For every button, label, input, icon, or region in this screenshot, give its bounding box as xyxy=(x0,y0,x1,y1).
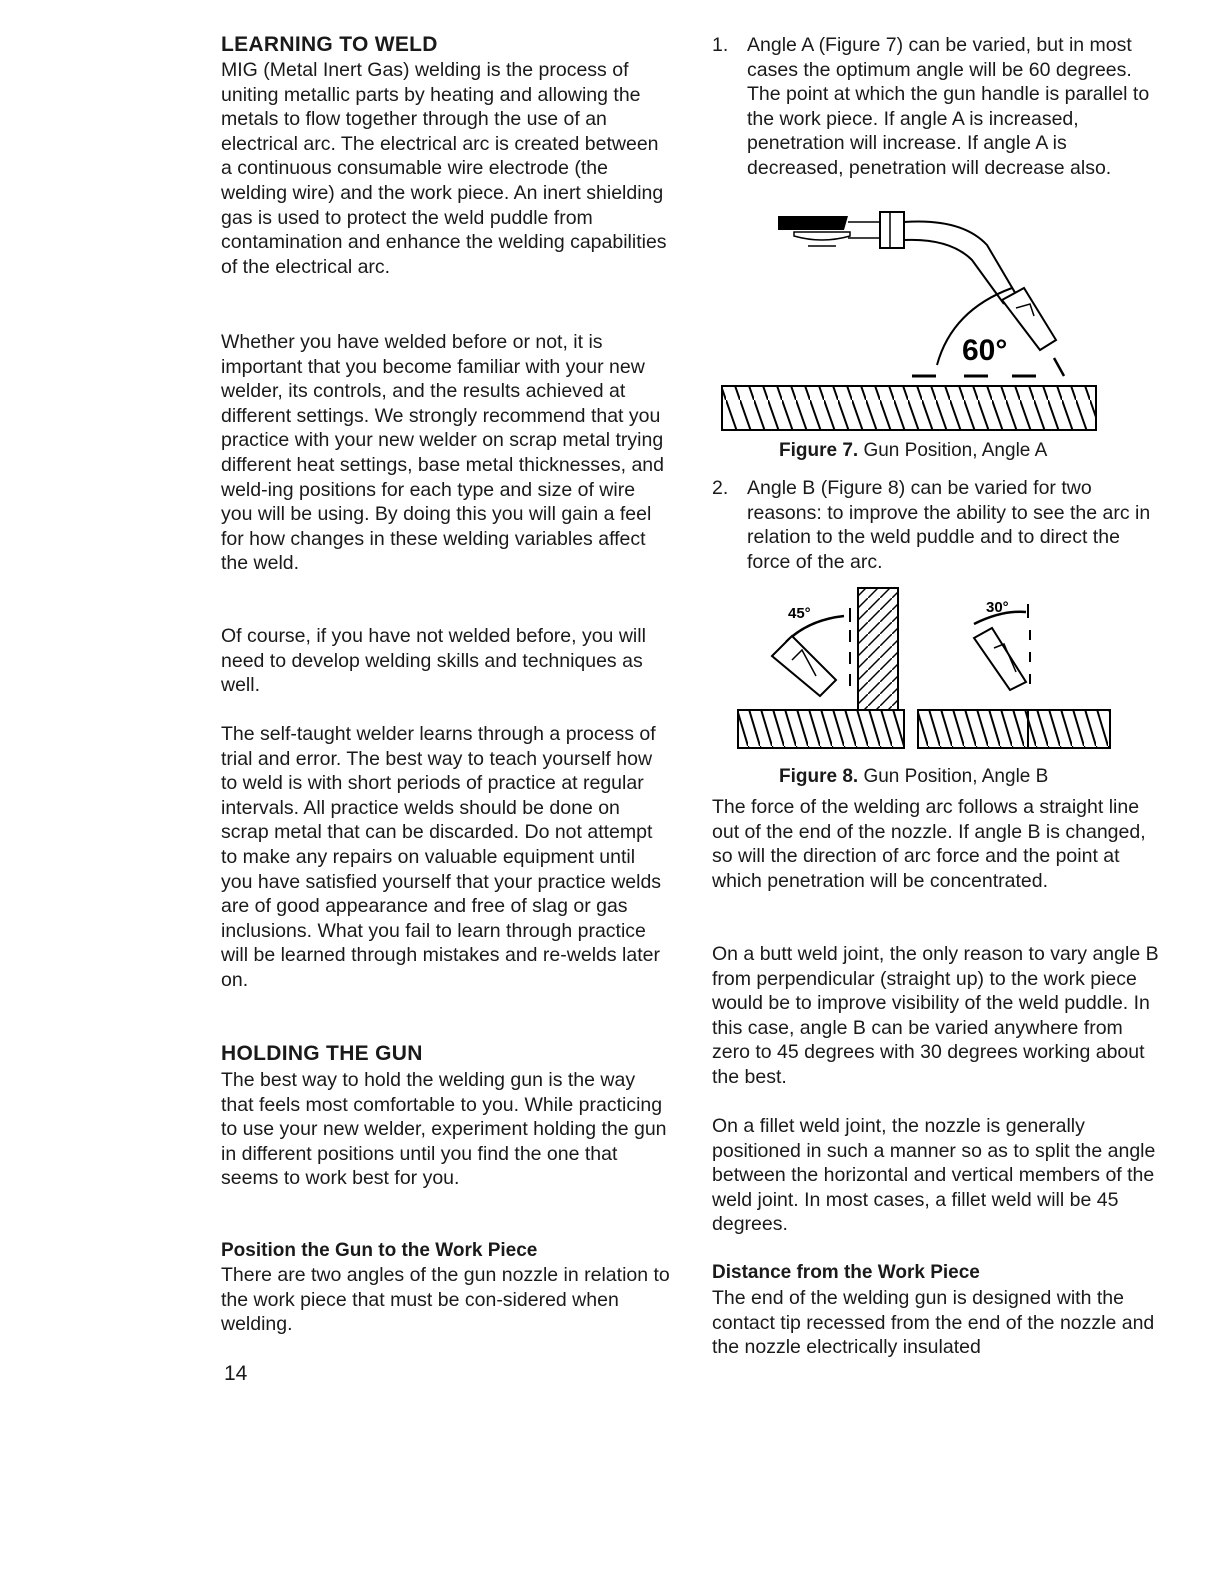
heading-holding-the-gun: HOLDING THE GUN xyxy=(221,1042,423,1065)
paragraph-whether: Whether you have welded before or not, it is important that you become familiar with your new welder, its controls, and the results achieved at different settings. We strongly recommend that you practice with your new welder on scrap metal trying different heat settings, base metal thicknesses, and weld-ing positions for each type and size of wire you will be using. By doing this you will gain a feel for how changes in these welding variables affect the weld. xyxy=(221,331,664,575)
base-plate-right-b xyxy=(1028,710,1110,748)
base-plate-left xyxy=(738,710,904,748)
angle-label-45: 45° xyxy=(788,605,811,622)
angle-label-30: 30° xyxy=(986,599,1009,616)
figure-7-label: Figure 7. xyxy=(779,440,859,461)
paragraph-self-taught: The self-taught welder learns through a process of trial and error. The best way to teach yourself how to weld is with short periods of practice at regular intervals. All practice welds should be done on scrap metal that can be discarded. Do not attempt to make any repairs on valuable equipment until you have satisfied yourself that your practice welds are of good appearance and free of slag or gas inclusions. What you fail to learn through practice will be learned through mistakes and re-welds later on. xyxy=(221,723,662,991)
list-number-1: 1. xyxy=(712,34,729,56)
paragraph-position: There are two angles of the gun nozzle in relation to the work piece that must be con-sidered when welding. xyxy=(221,1264,670,1336)
figure-8-caption xyxy=(779,766,1048,788)
paragraph-learning: MIG (Metal Inert Gas) welding is the process of uniting metallic parts by heating and allowing the metals to flow together through the use of an electrical arc. The electrical arc is created between a continuous consumable wire electrode (the welding wire) and the work piece. An inert shielding gas is used to protect the weld puddle from contamination and enhance the welding capabilities of the electrical arc. xyxy=(221,59,667,278)
paragraph-fillet-weld: On a fillet weld joint, the nozzle is generally positioned in such a manner so as to split the angle between the horizontal and vertical members of the weld joint. In most cases, a fillet weld will be 45 degrees. xyxy=(712,1115,1156,1236)
angle-label-60: 60° xyxy=(962,334,1008,367)
list-item-angle-b: Angle B (Figure 8) can be varied for two reasons: to improve the ability to see the arc in relation to the weld puddle and to direct the force of the arc. xyxy=(747,477,1151,573)
gun-nozzle xyxy=(1002,288,1056,350)
gun-nozzle-45 xyxy=(772,636,836,696)
gun-grip xyxy=(794,232,850,240)
figure-8-gun-angle-b xyxy=(712,586,1162,756)
figure-8-title: Gun Position, Angle B xyxy=(858,766,1049,787)
subheading-position-gun: Position the Gun to the Work Piece xyxy=(221,1240,538,1261)
paragraph-holding: The best way to hold the welding gun is the way that feels most comfortable to you. While practicing to use your new welder, experiment holding the gun in different positions until you find the one that seems to work best for you. xyxy=(221,1069,667,1190)
paragraph-distance: The end of the welding gun is designed with the contact tip recessed from the end of the nozzle and the nozzle electrically insulated xyxy=(712,1287,1155,1359)
gun-connector xyxy=(880,212,904,248)
gun-handle xyxy=(778,216,848,230)
subheading-distance: Distance from the Work Piece xyxy=(712,1262,980,1283)
work-piece xyxy=(722,386,1096,430)
base-plate-right-a xyxy=(918,710,1028,748)
paragraph-butt-weld: On a butt weld joint, the only reason to vary angle B from perpendicular (straight up) to the work piece would be to improve visibility of the weld puddle. In this case, angle B can be varied anywhere from zero to 45 degrees with 30 degrees working about the best. xyxy=(712,943,1159,1088)
list-number-2: 2. xyxy=(712,477,729,499)
figure-7-caption xyxy=(779,440,1047,462)
figure-8-label: Figure 8. xyxy=(779,766,859,787)
list-item-angle-a: Angle A (Figure 7) can be varied, but in most cases the optimum angle will be 60 degrees. The point at which the gun handle is parallel to the work piece. If angle A is increased, penetration will increase. If angle A is decreased, penetration will decrease also. xyxy=(747,34,1150,179)
heading-learning-to-weld: LEARNING TO WELD xyxy=(221,33,438,56)
figure-7-gun-angle-a xyxy=(712,200,1162,440)
vertical-plate xyxy=(858,588,898,710)
gun-neck xyxy=(904,221,1017,296)
page-number: 14 xyxy=(224,1362,248,1385)
paragraph-arc-force: The force of the welding arc follows a straight line out of the end of the nozzle. If angle B is changed, so will the direction of arc force and the point at which penetration will be concentrated. xyxy=(712,796,1146,892)
figure-7-title: Gun Position, Angle A xyxy=(858,440,1048,461)
paragraph-of-course: Of course, if you have not welded before, you will need to develop welding skills and techniques as well. xyxy=(221,625,646,697)
gun-nozzle-30 xyxy=(974,628,1026,690)
